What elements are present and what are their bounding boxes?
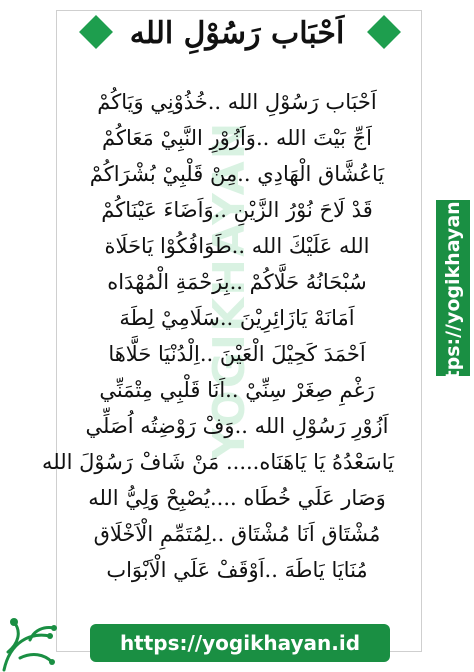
lyric-line: اَحْبَاب رَسُوْلِ الله ..خُذُوْنِي وَيَاكُمْ	[97, 90, 377, 114]
footer-url-banner[interactable]	[90, 624, 390, 662]
lyric-line: اَجِّ بَيْتَ الله ..وَاَزُوْرِ النَّبِيْ مَعَاكُمْ	[102, 126, 372, 150]
side-url-banner[interactable]	[436, 173, 470, 403]
page-title: اَحْبَاب رَسُوْلِ الله	[129, 16, 345, 51]
lyric-line: يَاعُشَّاق الْهَادِي ..مِنْ قَلْبِيْ بُشْرَاكُمْ	[89, 162, 385, 186]
lyrics-lines	[41, 84, 394, 588]
lyric-line: سُبْحَانُهُ حَلَّاكُمْ ..بِرَحْمَةِ الْمُهْدَاه	[107, 270, 367, 294]
watermark-text: YOGIKHAYAN	[204, 120, 255, 460]
lyric-line: قَدْ لَاحَ نُوْرُ الزَّيْنِ ..وَاَضَاءَ عَيْنَاكُمْ	[101, 198, 373, 222]
lyric-line: مُشْتَاق اَنَا مُشْتَاق ..لِمُتَمِّمِ الْاَخْلَاق	[93, 522, 381, 546]
lyric-line: مُنَايَا يَاطَهَ ..اَوْقَفْ عَلَي الْاَبْوَاب	[106, 558, 368, 582]
lyric-line: اَزُوْرِ رَسُوْلِ الله ..وَفْ رَوْضِتُه اُصَلِّي	[85, 414, 389, 438]
lyric-line: رَغْمِ صِغَرْ سِنِّيْ ..اَنَا قَلْبِي مِتْمَنِّي	[99, 378, 375, 402]
lyric-line: اَحْمَدَ كَحِيْلَ الْعَيْنَ ..اِلْدُنْيَا حَلَّاهَا	[108, 342, 366, 366]
floral-ornament-icon	[0, 592, 60, 672]
side-url-text[interactable]: https://yogikhayan.id	[442, 173, 464, 403]
lyric-line: الله عَلَيْكَ الله ..طَوَافُكُوْا يَاحَلَاة	[104, 234, 370, 258]
footer-url-text[interactable]: https://yogikhayan.id	[119, 631, 361, 655]
lyric-line: يَاسَعْدُهُ يَا يَاهَنَاه..... مَنْ شَافْ رَسُوْلَ الله	[41, 450, 394, 474]
lyric-line: وَصَار عَلَي خُطَاه ....يُصْبِحْ وَلِيُّ الله	[88, 486, 386, 510]
lyric-line: اَمَانَهْ يَازَائِرِيْنَ ..سَلَامِيْ لِطَهَ	[119, 306, 355, 330]
